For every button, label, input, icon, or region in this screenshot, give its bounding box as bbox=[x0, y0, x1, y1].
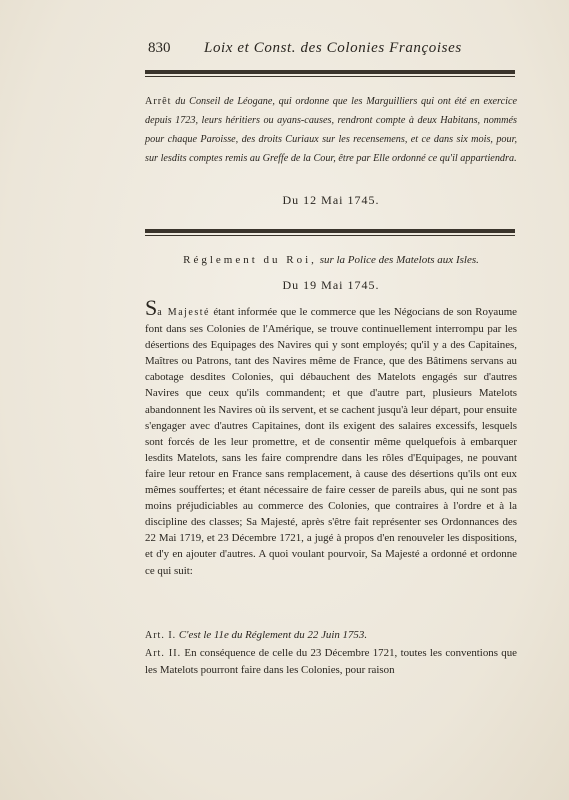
arret-text: du Conseil de Léogane, qui ordonne que les Marguilliers qui ont été en exercice depuis 1723, leurs héritiers ou ayans-causes, rendront compte à deux Habitans, nommés pour chaque Paroisse, des droits Curiaux sur les recensemens, et ce dans six mois, pour, sur lesdits comptes remis au Greffe de la Cour, être par Elle ordonné ce qu'il appartiendra. bbox=[145, 96, 518, 164]
reglement-preamble bbox=[145, 295, 517, 579]
page-number: 830 bbox=[148, 40, 171, 56]
reglement-date: Du 19 Mai 1745. bbox=[282, 278, 380, 292]
arret-label: Arrêt bbox=[145, 96, 172, 107]
article-text: C'est le 11e du Réglement du 22 Juin 1753. bbox=[178, 629, 368, 641]
arret-date: Du 12 Mai 1745. bbox=[282, 193, 380, 207]
reglement-heading bbox=[145, 254, 517, 266]
article-1 bbox=[145, 627, 517, 644]
preamble-text: étant informée que le commerce que les Négocians de son Royaume font dans ses Colonies de l'Amérique, se trouve continuellement interrompu par les désertions des Equipages des Navires qui y sont employés; qu'il y a des Capitaines, Maîtres ou Patrons, tant des Navires même de France, que des Bâtimens servans au cabotage desdites Colonies, qui débauchent des Matelots engagés sur d'autres Navires que ceux qu'ils commandent; et que d'autre part, plusieurs Matelots abandonnent les Navires où ils servent, et se cachent jusqu'à leur départ, pour ensuite s'engager avec d'autres Capitaines, dont ils exigent des salaires excessifs, lesquels sont forcés de les leur promettre, et de consentir même quelquefois à embarquer lesdits Matelots, sans les faire comprendre dans les rôles d'Equipages, ne pouvant faire leur retour en France sans remplacement, à cause des désertions qu'ils ont eux mêmes souffertes; et étant nécessaire de faire cesser de pareils abus, qui ne sont pas moins préjudiciables au commerce des Colonies, que contraires à l'ordre et à la discipline des classes; Sa Majesté, après s'être fait représenter ses Ordonnances des 22 Mai 1719, et 23 Décembre 1721, a jugé à propos d'en renouveler les dispositions, et d'y en ajouter d'autres. A quoi voulant pourvoir, Sa Majesté a ordonné et ordonne ce qui suit: bbox=[145, 306, 517, 577]
article-number: Art. II. bbox=[145, 648, 182, 659]
arret-heading bbox=[145, 92, 517, 168]
running-title: Loix et Const. des Colonies Françoises bbox=[204, 40, 462, 56]
header-rule bbox=[145, 70, 515, 77]
article-text: En conséquence de celle du 23 Décembre 1721, toutes les conventions que les Matelots pourront faire dans les Colonies, pour raison bbox=[145, 647, 517, 677]
article-2 bbox=[145, 645, 517, 678]
opening-smallcaps: a Majesté bbox=[157, 307, 210, 318]
reglement-title-text: sur la Police des Matelots aux Isles. bbox=[319, 254, 479, 266]
drop-cap: S bbox=[145, 295, 158, 320]
article-number: Art. I. bbox=[145, 630, 177, 641]
section-rule bbox=[145, 229, 515, 236]
reglement-label: Réglement du Roi, bbox=[183, 254, 317, 266]
